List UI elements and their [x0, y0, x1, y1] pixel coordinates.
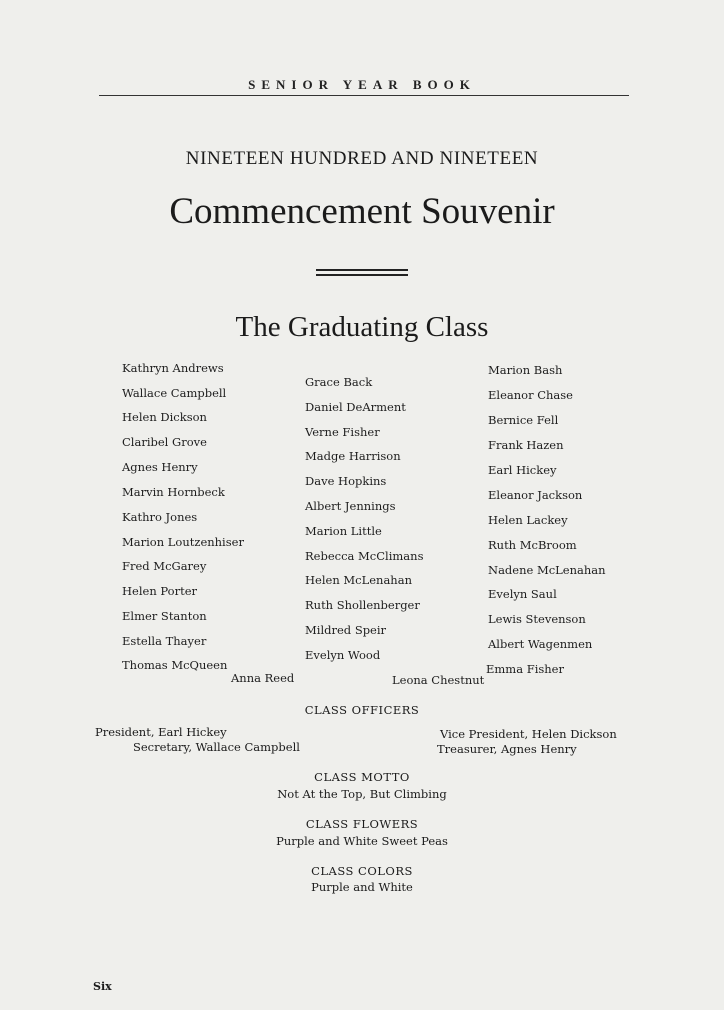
graduate-name: Elmer Stanton	[122, 609, 207, 623]
graduate-name: Marion Little	[305, 524, 382, 538]
graduate-name: Helen Dickson	[122, 410, 207, 424]
graduate-name: Daniel DeArment	[305, 400, 406, 414]
graduate-name: Rebecca McClimans	[305, 549, 424, 563]
class-flowers-heading: CLASS FLOWERS	[305, 817, 419, 831]
graduate-name: Agnes Henry	[122, 460, 198, 474]
header-rule	[99, 95, 629, 96]
class-officers-heading: CLASS OFFICERS	[304, 703, 420, 717]
class-motto-heading: CLASS MOTTO	[314, 770, 410, 784]
graduate-name: Claribel Grove	[122, 435, 207, 449]
graduate-name: Earl Hickey	[488, 463, 557, 477]
graduate-name: Marion Bash	[488, 363, 563, 377]
graduate-name: Mildred Speir	[305, 623, 387, 637]
graduate-name: Frank Hazen	[488, 438, 564, 452]
graduate-name: Madge Harrison	[305, 449, 401, 463]
graduate-name: Fred McGarey	[122, 559, 207, 573]
graduate-name: Kathryn Andrews	[122, 361, 224, 375]
graduate-name: Helen Porter	[122, 584, 197, 598]
graduate-name: Emma Fisher	[486, 662, 564, 676]
graduate-name: Marvin Hornbeck	[122, 485, 225, 499]
graduate-name: Grace Back	[305, 375, 373, 389]
graduating-class-title: The Graduating Class	[235, 311, 489, 343]
decorative-rule-top	[316, 269, 408, 271]
class-motto-text: Not At the Top, But Climbing	[277, 787, 447, 801]
page-number: Six	[93, 980, 112, 993]
graduate-name: Marion Loutzenhiser	[122, 535, 244, 549]
graduate-name: Lewis Stevenson	[488, 612, 586, 626]
graduate-name: Eleanor Jackson	[488, 488, 583, 502]
graduate-name: Estella Thayer	[122, 634, 207, 648]
graduate-name: Helen Lackey	[488, 513, 568, 527]
running-header: SENIOR YEAR BOOK	[248, 77, 476, 92]
officer-treasurer: Treasurer, Agnes Henry	[437, 742, 577, 756]
officer-secretary: Secretary, Wallace Campbell	[133, 740, 300, 754]
graduate-name: Bernice Fell	[488, 413, 559, 427]
graduate-name: Verne Fisher	[305, 425, 380, 439]
graduate-name: Wallace Campbell	[122, 386, 227, 400]
graduate-name: Thomas McQueen	[122, 658, 228, 672]
graduate-name: Kathro Jones	[122, 510, 198, 524]
graduate-name: Albert Jennings	[305, 499, 396, 513]
class-flowers-text: Purple and White Sweet Peas	[276, 834, 448, 848]
class-colors-heading: CLASS COLORS	[311, 864, 413, 878]
graduate-name: Leona Chestnut	[392, 673, 485, 687]
graduate-name: Nadene McLenahan	[488, 563, 606, 577]
graduate-name: Eleanor Chase	[488, 388, 573, 402]
class-colors-text: Purple and White	[311, 880, 413, 894]
graduate-name: Helen McLenahan	[305, 573, 412, 587]
main-title: Commencement Souvenir	[169, 191, 555, 232]
graduate-name: Albert Wagenmen	[488, 637, 593, 651]
graduate-name: Anna Reed	[231, 671, 295, 685]
graduate-name: Dave Hopkins	[305, 474, 387, 488]
graduate-name: Ruth McBroom	[488, 538, 577, 552]
decorative-rule-bottom	[316, 274, 408, 276]
graduate-name: Ruth Shollenberger	[305, 598, 420, 612]
year-line: NINETEEN HUNDRED AND NINETEEN	[185, 148, 539, 169]
graduate-name: Evelyn Saul	[488, 587, 557, 601]
officer-president: President, Earl Hickey	[95, 725, 227, 739]
graduate-name: Evelyn Wood	[305, 648, 381, 662]
officer-vice-president: Vice President, Helen Dickson	[440, 727, 617, 741]
